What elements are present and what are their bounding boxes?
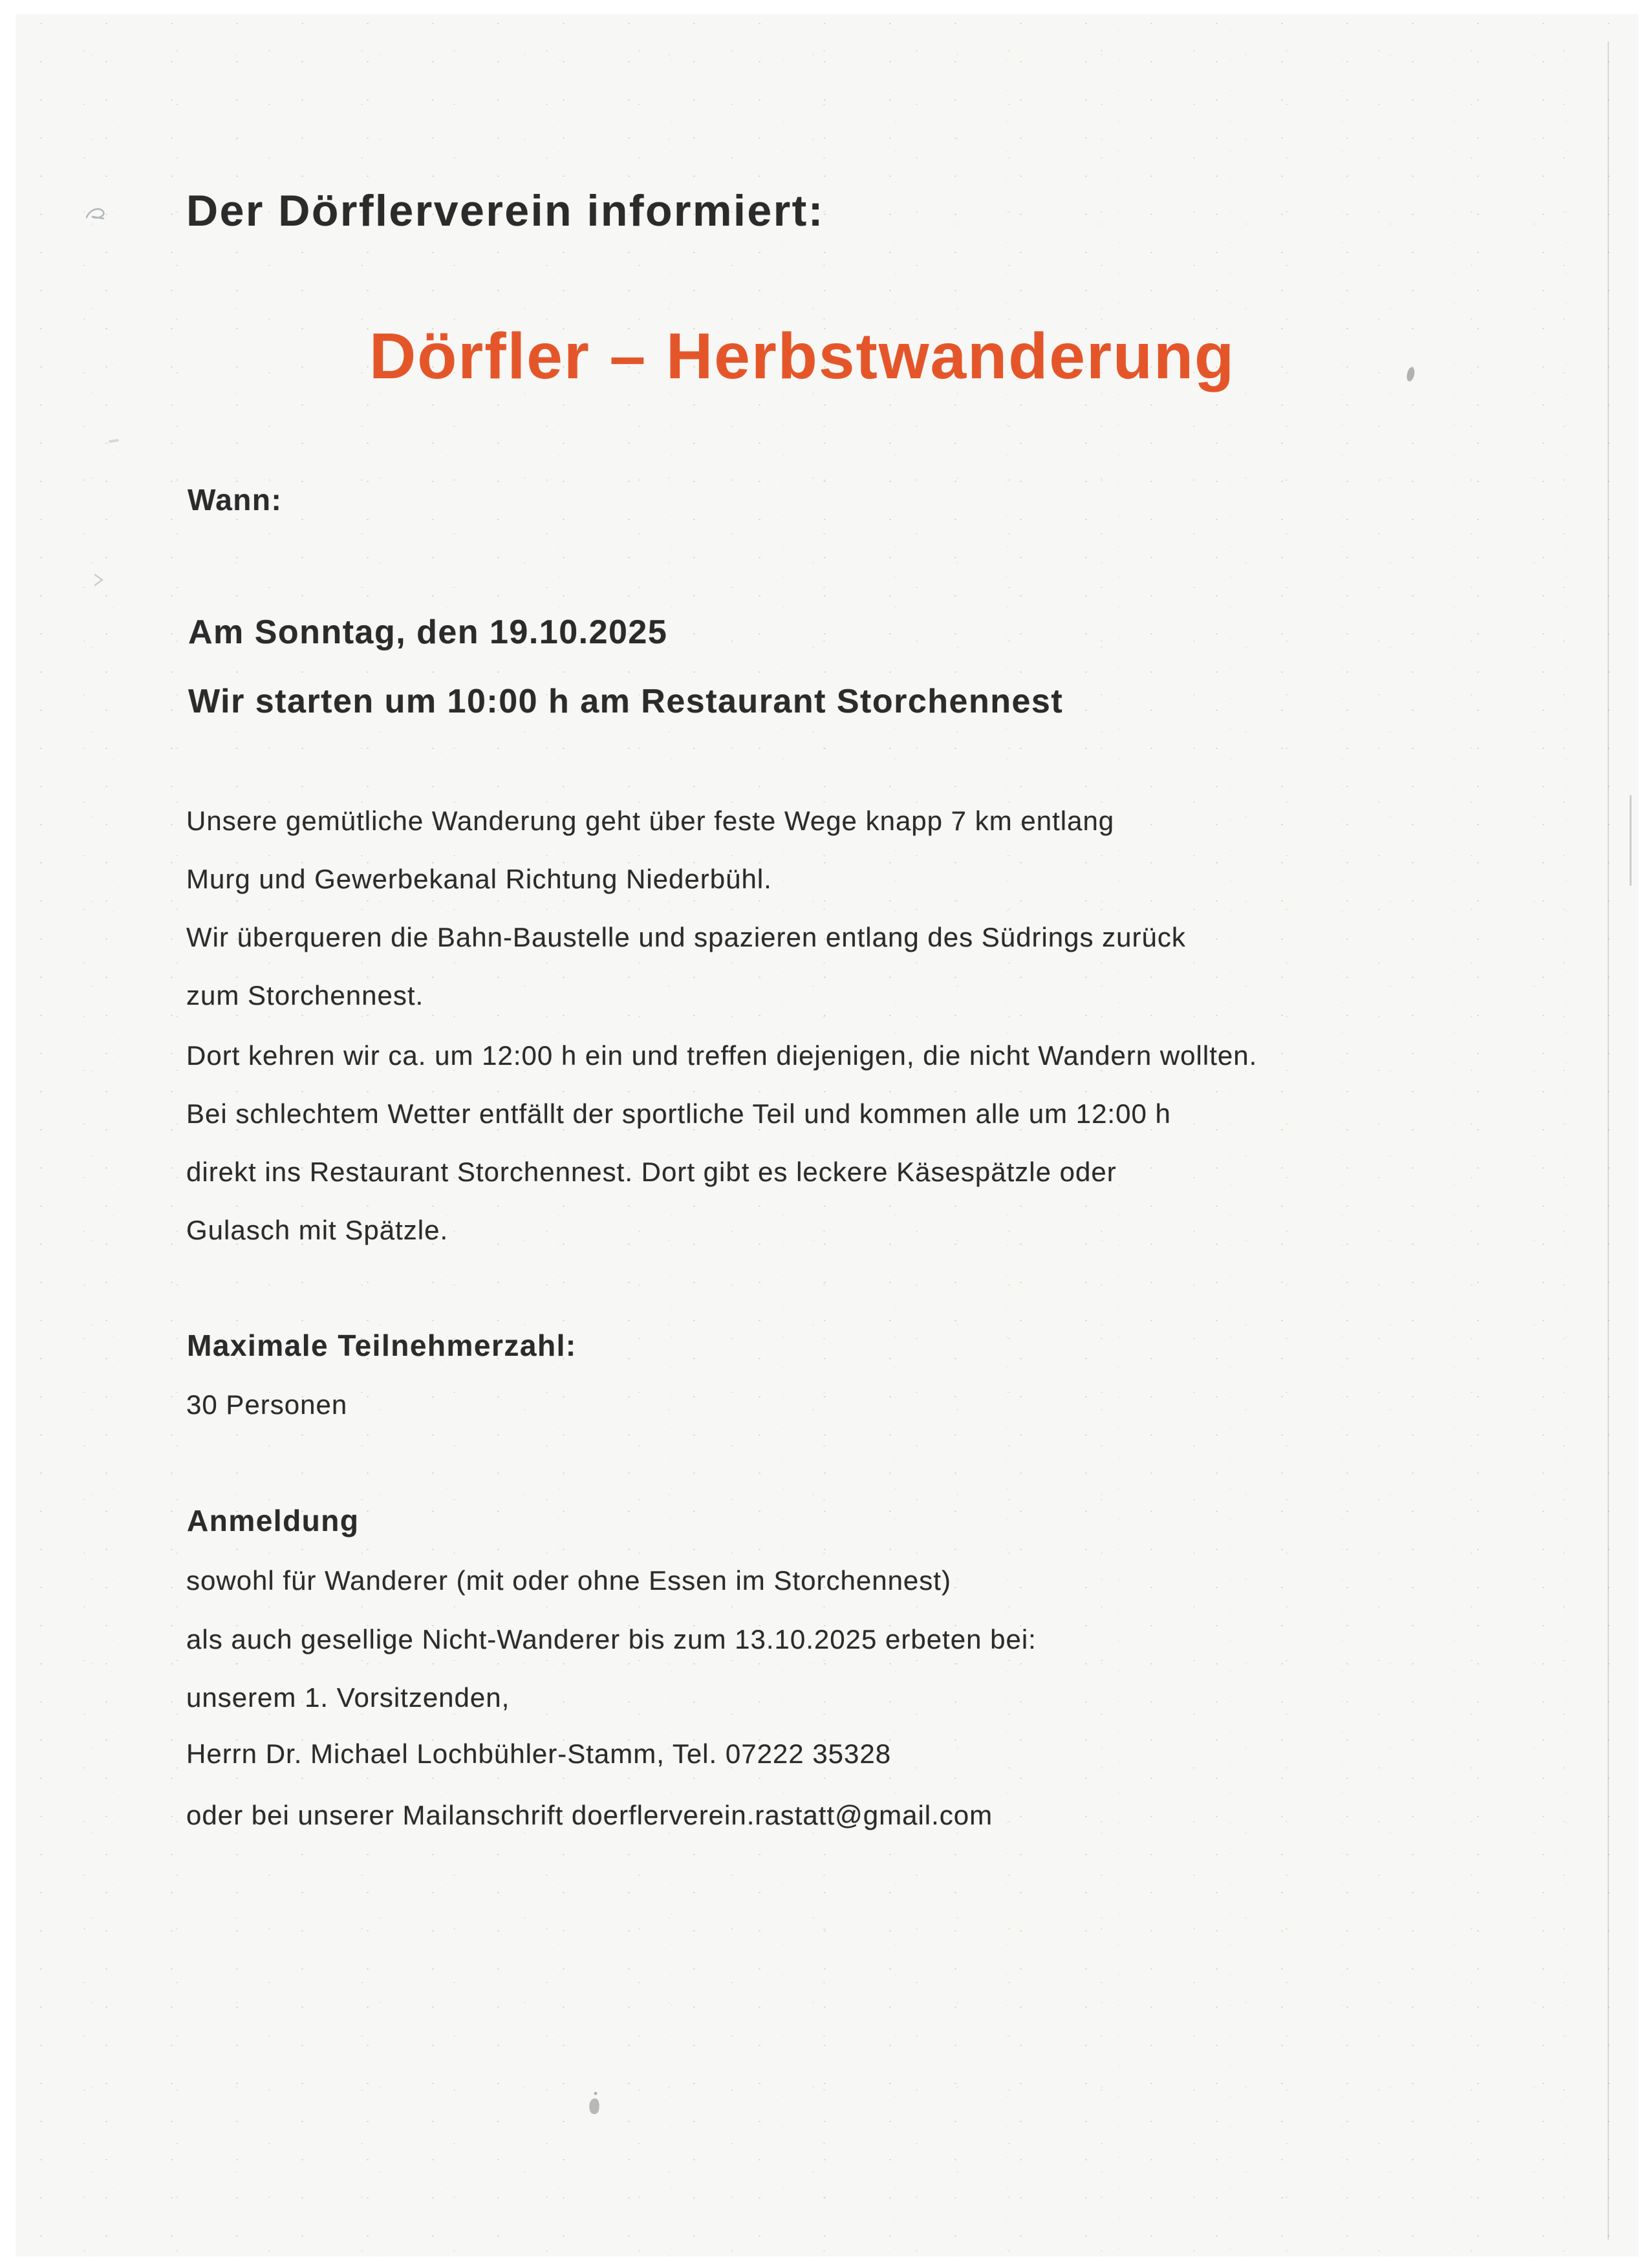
scanner-edge-right <box>1639 0 1649 2268</box>
pencil-chevron-mark <box>93 573 105 587</box>
event-date-line: Am Sonntag, den 19.10.2025 <box>188 614 668 651</box>
pencil-dash-mark <box>109 439 119 443</box>
scan-crease-line <box>1608 41 1609 2240</box>
scan-speck <box>1406 367 1416 382</box>
description-line: zum Storchennest. <box>186 980 424 1011</box>
scanner-edge-top <box>0 0 1649 14</box>
event-title: Dörfler – Herbstwanderung <box>369 320 1236 392</box>
registration-heading: Anmeldung <box>187 1504 360 1537</box>
description-line: Murg und Gewerbekanal Richtung Niederbühl. <box>186 864 772 894</box>
pencil-squiggle-mark <box>84 204 110 226</box>
registration-line: oder bei unserer Mailanschrift doerflerverein.rastatt@gmail.com <box>186 1800 993 1830</box>
registration-line: unserem 1. Vorsitzenden, <box>186 1682 510 1713</box>
max-participants-value: 30 Personen <box>186 1389 348 1420</box>
max-participants-heading: Maximale Teilnehmerzahl: <box>187 1329 577 1362</box>
scanner-edge-bottom <box>0 2256 1649 2268</box>
description-line: Unsere gemütliche Wanderung geht über feste Wege knapp 7 km entlang <box>186 806 1115 836</box>
description-line: Bei schlechtem Wetter entfällt der sportliche Teil und kommen alle um 12:00 h <box>186 1098 1171 1129</box>
registration-line: als auch gesellige Nicht-Wanderer bis zum 13.10.2025 erbeten bei: <box>186 1624 1037 1654</box>
scanner-edge-left <box>0 0 16 2268</box>
registration-line: Herrn Dr. Michael Lochbühler-Stamm, Tel. 07222 35328 <box>186 1738 892 1769</box>
description-line: Dort kehren wir ca. um 12:00 h ein und treffen diejenigen, die nicht Wandern wollten. <box>186 1040 1258 1071</box>
when-label: Wann: <box>188 483 283 517</box>
ink-blob-mark <box>585 2090 604 2122</box>
description-line: direkt ins Restaurant Storchennest. Dort gibt es leckere Käsespätzle oder <box>186 1157 1117 1187</box>
scan-crease-segment <box>1630 795 1632 886</box>
event-start-line: Wir starten um 10:00 h am Restaurant Storchennest <box>188 683 1064 720</box>
intro-heading: Der Dörflerverein informiert: <box>186 186 824 235</box>
description-line: Gulasch mit Spätzle. <box>186 1215 449 1245</box>
registration-line: sowohl für Wanderer (mit oder ohne Essen im Storchennest) <box>186 1565 951 1596</box>
description-line: Wir überqueren die Bahn-Baustelle und spazieren entlang des Südrings zurück <box>186 922 1186 952</box>
